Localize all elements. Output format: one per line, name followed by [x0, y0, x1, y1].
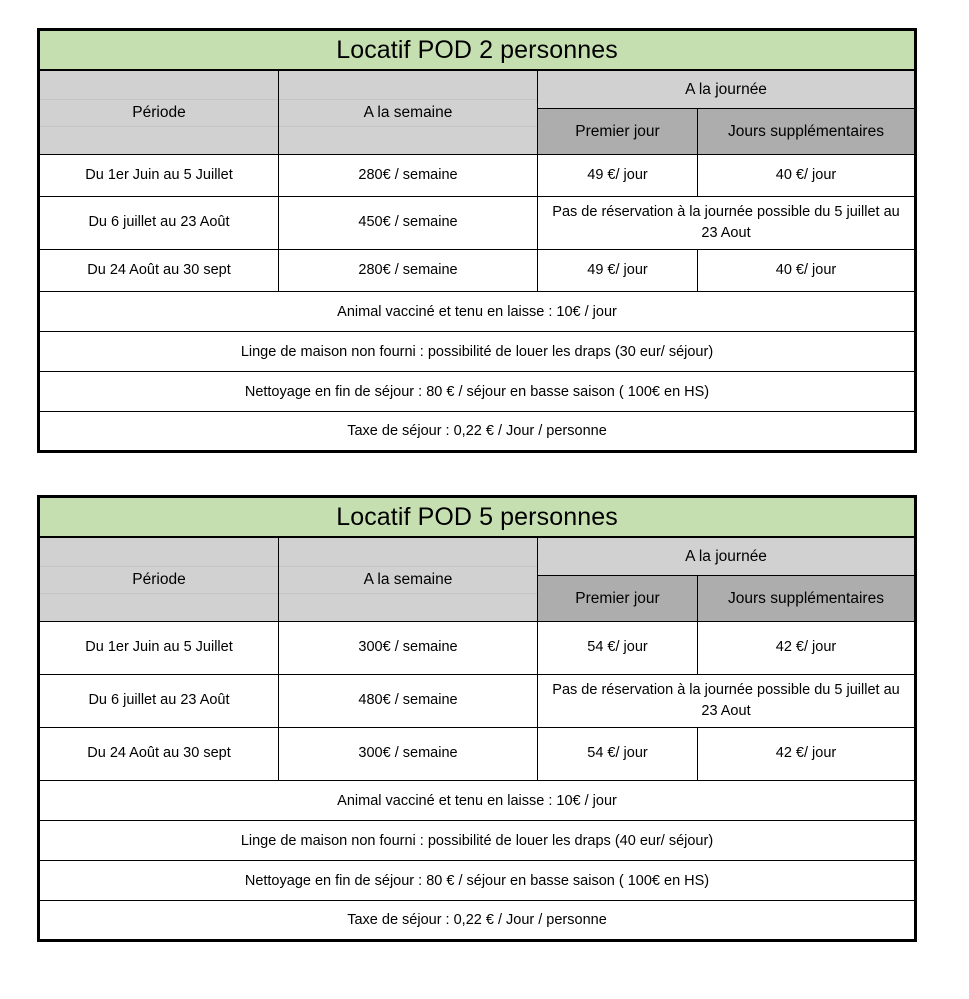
table-title-row	[39, 497, 916, 538]
column-header-periode-label: Période	[40, 566, 278, 594]
column-header-semaine	[279, 537, 538, 622]
pricing-table-pod2	[37, 28, 917, 453]
note-row	[39, 292, 916, 332]
cell-semaine: 480€ / semaine	[279, 675, 538, 728]
table-title: Locatif POD 5 personnes	[39, 497, 916, 538]
note-row	[39, 332, 916, 372]
cell-periode: Du 24 Août au 30 sept	[39, 728, 279, 781]
cell-semaine: 280€ / semaine	[279, 250, 538, 292]
note-row	[39, 861, 916, 901]
table-row	[39, 728, 916, 781]
column-header-journee-group: A la journée	[538, 70, 916, 109]
cell-periode: Du 24 Août au 30 sept	[39, 250, 279, 292]
table-row	[39, 675, 916, 728]
cell-premier-jour: 49 €/ jour	[538, 250, 698, 292]
cell-premier-jour: 49 €/ jour	[538, 155, 698, 197]
header-row-top	[39, 70, 916, 109]
column-header-periode	[39, 537, 279, 622]
note-row	[39, 781, 916, 821]
pricing-table-pod5	[37, 495, 917, 942]
column-header-periode-label: Période	[40, 99, 278, 127]
cell-periode: Du 6 juillet au 23 Août	[39, 675, 279, 728]
note-taxe-sejour: Taxe de séjour : 0,22 € / Jour / personne	[39, 412, 916, 452]
column-header-premier-jour: Premier jour	[538, 109, 698, 155]
column-header-semaine-label: A la semaine	[279, 99, 537, 127]
column-header-jours-supplementaires: Jours supplémentaires	[698, 109, 916, 155]
column-header-journee-group: A la journée	[538, 537, 916, 576]
note-nettoyage: Nettoyage en fin de séjour : 80 € / séjour en basse saison ( 100€ en HS)	[39, 861, 916, 901]
table-row	[39, 155, 916, 197]
cell-no-daily-booking-note: Pas de réservation à la journée possible du 5 juillet au 23 Aout	[538, 675, 916, 728]
note-row	[39, 412, 916, 452]
note-row	[39, 821, 916, 861]
cell-periode: Du 1er Juin au 5 Juillet	[39, 622, 279, 675]
cell-semaine: 300€ / semaine	[279, 622, 538, 675]
header-row-top	[39, 537, 916, 576]
cell-no-daily-booking-note: Pas de réservation à la journée possible du 5 juillet au 23 Aout	[538, 197, 916, 250]
cell-semaine: 450€ / semaine	[279, 197, 538, 250]
cell-jours-supplementaires: 42 €/ jour	[698, 728, 916, 781]
note-row	[39, 901, 916, 941]
column-header-semaine-label: A la semaine	[279, 566, 537, 594]
cell-jours-supplementaires: 42 €/ jour	[698, 622, 916, 675]
table-row	[39, 197, 916, 250]
note-linge: Linge de maison non fourni : possibilité de louer les draps (30 eur/ séjour)	[39, 332, 916, 372]
cell-jours-supplementaires: 40 €/ jour	[698, 250, 916, 292]
cell-semaine: 300€ / semaine	[279, 728, 538, 781]
cell-semaine: 280€ / semaine	[279, 155, 538, 197]
cell-periode: Du 6 juillet au 23 Août	[39, 197, 279, 250]
cell-premier-jour: 54 €/ jour	[538, 728, 698, 781]
note-animal: Animal vacciné et tenu en laisse : 10€ / jour	[39, 781, 916, 821]
cell-premier-jour: 54 €/ jour	[538, 622, 698, 675]
column-header-semaine	[279, 70, 538, 155]
column-header-premier-jour: Premier jour	[538, 576, 698, 622]
note-animal: Animal vacciné et tenu en laisse : 10€ / jour	[39, 292, 916, 332]
table-row	[39, 622, 916, 675]
column-header-periode	[39, 70, 279, 155]
cell-periode: Du 1er Juin au 5 Juillet	[39, 155, 279, 197]
column-header-jours-supplementaires: Jours supplémentaires	[698, 576, 916, 622]
table-title: Locatif POD 2 personnes	[39, 30, 916, 71]
note-row	[39, 372, 916, 412]
table-row	[39, 250, 916, 292]
table-title-row	[39, 30, 916, 71]
cell-jours-supplementaires: 40 €/ jour	[698, 155, 916, 197]
note-linge: Linge de maison non fourni : possibilité de louer les draps (40 eur/ séjour)	[39, 821, 916, 861]
table-separator	[0, 453, 969, 495]
note-nettoyage: Nettoyage en fin de séjour : 80 € / séjour en basse saison ( 100€ en HS)	[39, 372, 916, 412]
note-taxe-sejour: Taxe de séjour : 0,22 € / Jour / personne	[39, 901, 916, 941]
